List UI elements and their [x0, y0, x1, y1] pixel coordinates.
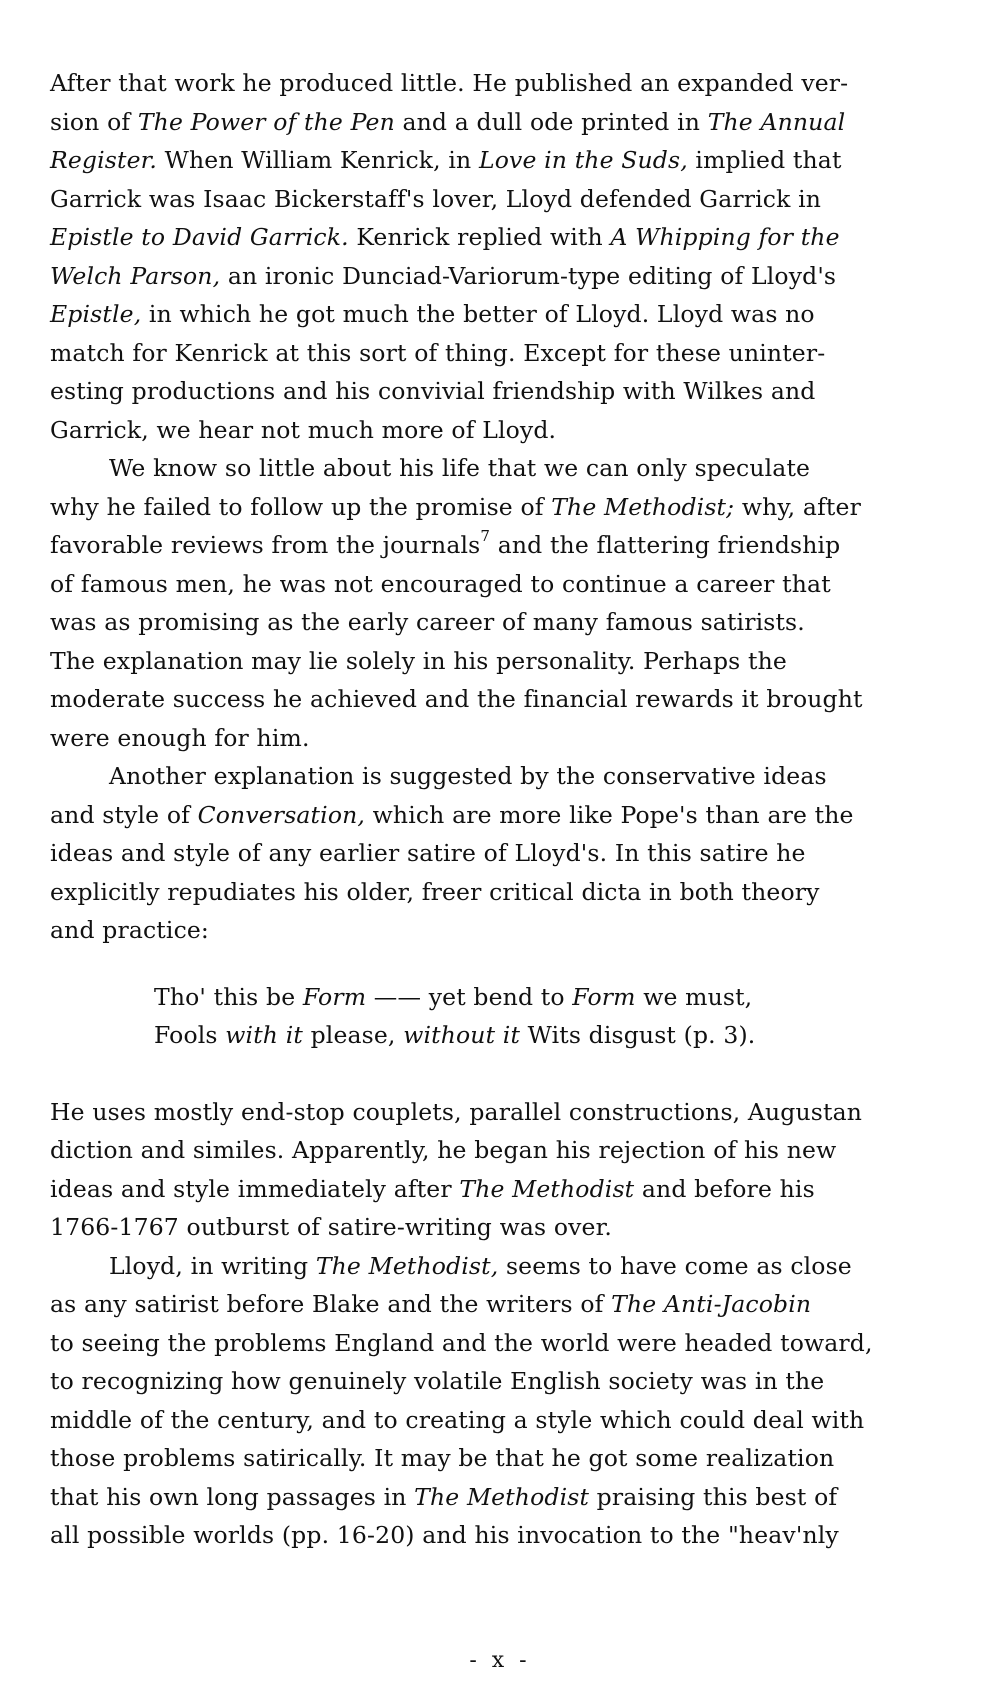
text-line: those problems satirically. It may be that he got some realization	[50, 1444, 835, 1472]
text-line: esting productions and his convivial friendship with Wilkes and	[50, 377, 816, 405]
text-line: After that work he produced little. He published an expanded ver-	[50, 69, 849, 97]
italic-title: The Methodist;	[551, 492, 735, 521]
italic-word: Form	[572, 982, 636, 1011]
paragraph	[50, 64, 950, 449]
text-line: ideas and style of any earlier satire of Lloyd's. In this satire he	[50, 839, 806, 867]
italic-title: The Methodist	[414, 1482, 590, 1511]
text-line: Another explanation is suggested by the conservative ideas	[109, 762, 827, 790]
text-line: diction and similes. Apparently, he began his rejection of his new	[50, 1136, 837, 1164]
italic-title: The Anti-Jacobin	[611, 1290, 812, 1318]
italic-title: Conversation,	[197, 800, 366, 829]
text-line: were enough for him.	[50, 723, 310, 752]
italic-title: The Power of the Pen	[137, 107, 395, 136]
text-line: as any satirist before Blake and the writers of The Anti-Jacobin	[50, 1290, 812, 1318]
text-line: middle of the century, and to creating a style which could deal with	[50, 1405, 865, 1434]
page-number: - x -	[469, 1648, 531, 1673]
italic-word: with it	[225, 1021, 303, 1049]
italic-title: The Methodist,	[315, 1251, 499, 1280]
text-line: Garrick was Isaac Bickerstaff's lover, Lloyd defended Garrick in	[50, 184, 822, 213]
italic-title: The Methodist	[459, 1174, 635, 1203]
text-line: ideas and style immediately after The Methodist and before his	[50, 1174, 815, 1203]
italic-title: A Whipping for the	[610, 223, 840, 251]
text-line: moderate success he achieved and the financial rewards it brought	[50, 685, 863, 713]
italic-title: Epistle to David Garrick.	[50, 223, 349, 251]
paragraph	[50, 757, 950, 950]
text-line: match for Kenrick at this sort of thing. Except for these uninter-	[50, 338, 826, 367]
text-line: that his own long passages in The Methodist praising this best of	[50, 1482, 838, 1511]
italic-word: without it	[403, 1021, 521, 1049]
text-line: favorable reviews from the journals$^7$ and the flattering friendship	[50, 527, 841, 559]
text-line: why he failed to follow up the promise of The Methodist; why, after	[50, 492, 861, 521]
text-line: Epistle to David Garrick. Kenrick replied with A Whipping for the	[50, 223, 840, 251]
text-line: 1766-1767 outburst of satire-writing was over.	[50, 1213, 613, 1241]
text-line: of famous men, he was not encouraged to continue a career that	[50, 569, 831, 598]
text-line: to recognizing how genuinely volatile English society was in the	[50, 1367, 825, 1395]
italic-title: Register.	[50, 146, 158, 174]
text-line: and style of Conversation, which are more like Pope's than are the	[50, 800, 854, 829]
italic-title: The Annual	[707, 107, 846, 136]
text-line: was as promising as the early career of many famous satirists.	[50, 608, 805, 636]
paragraph	[50, 1247, 950, 1555]
text-line: Lloyd, in writing The Methodist, seems to have come as close	[109, 1251, 852, 1280]
italic-title: Welch Parson,	[50, 261, 221, 290]
text-line: to seeing the problems England and the world were headed toward,	[50, 1328, 873, 1357]
text-line: We know so little about his life that we can only speculate	[109, 454, 811, 482]
text-line: Welch Parson, an ironic Dunciad-Variorum-type editing of Lloyd's	[50, 261, 837, 290]
text-line: sion of The Power of the Pen and a dull ode printed in The Annual	[50, 107, 846, 136]
paragraph	[50, 449, 950, 757]
body-text	[50, 64, 950, 1555]
verse-line: Tho' this be Form —— yet bend to Form we must,	[154, 982, 753, 1011]
text-line: He uses mostly end-stop couplets, parallel constructions, Augustan	[50, 1097, 863, 1126]
verse-line: Fools with it please, without it Wits disgust (p. 3).	[154, 1021, 756, 1049]
paragraph	[50, 1093, 950, 1247]
italic-word: Form	[302, 982, 367, 1011]
italic-title: Love in the Suds,	[478, 146, 688, 174]
text-line: explicitly repudiates his older, freer critical dicta in both theory	[50, 877, 820, 906]
text-line: and practice:	[50, 916, 210, 944]
italic-title: Epistle,	[50, 300, 142, 328]
text-line: The explanation may lie solely in his personality. Perhaps the	[50, 646, 787, 675]
footnote-marker: 7	[480, 527, 491, 546]
text-line: Register. When William Kenrick, in Love in the Suds, implied that	[50, 146, 842, 174]
text-line: Garrick, we hear not much more of Lloyd.	[50, 415, 557, 444]
text-line: Epistle, in which he got much the better of Lloyd. Lloyd was no	[50, 300, 815, 328]
verse-quotation	[50, 978, 950, 1055]
text-line: all possible worlds (pp. 16-20) and his invocation to the "heav'nly	[50, 1521, 839, 1549]
